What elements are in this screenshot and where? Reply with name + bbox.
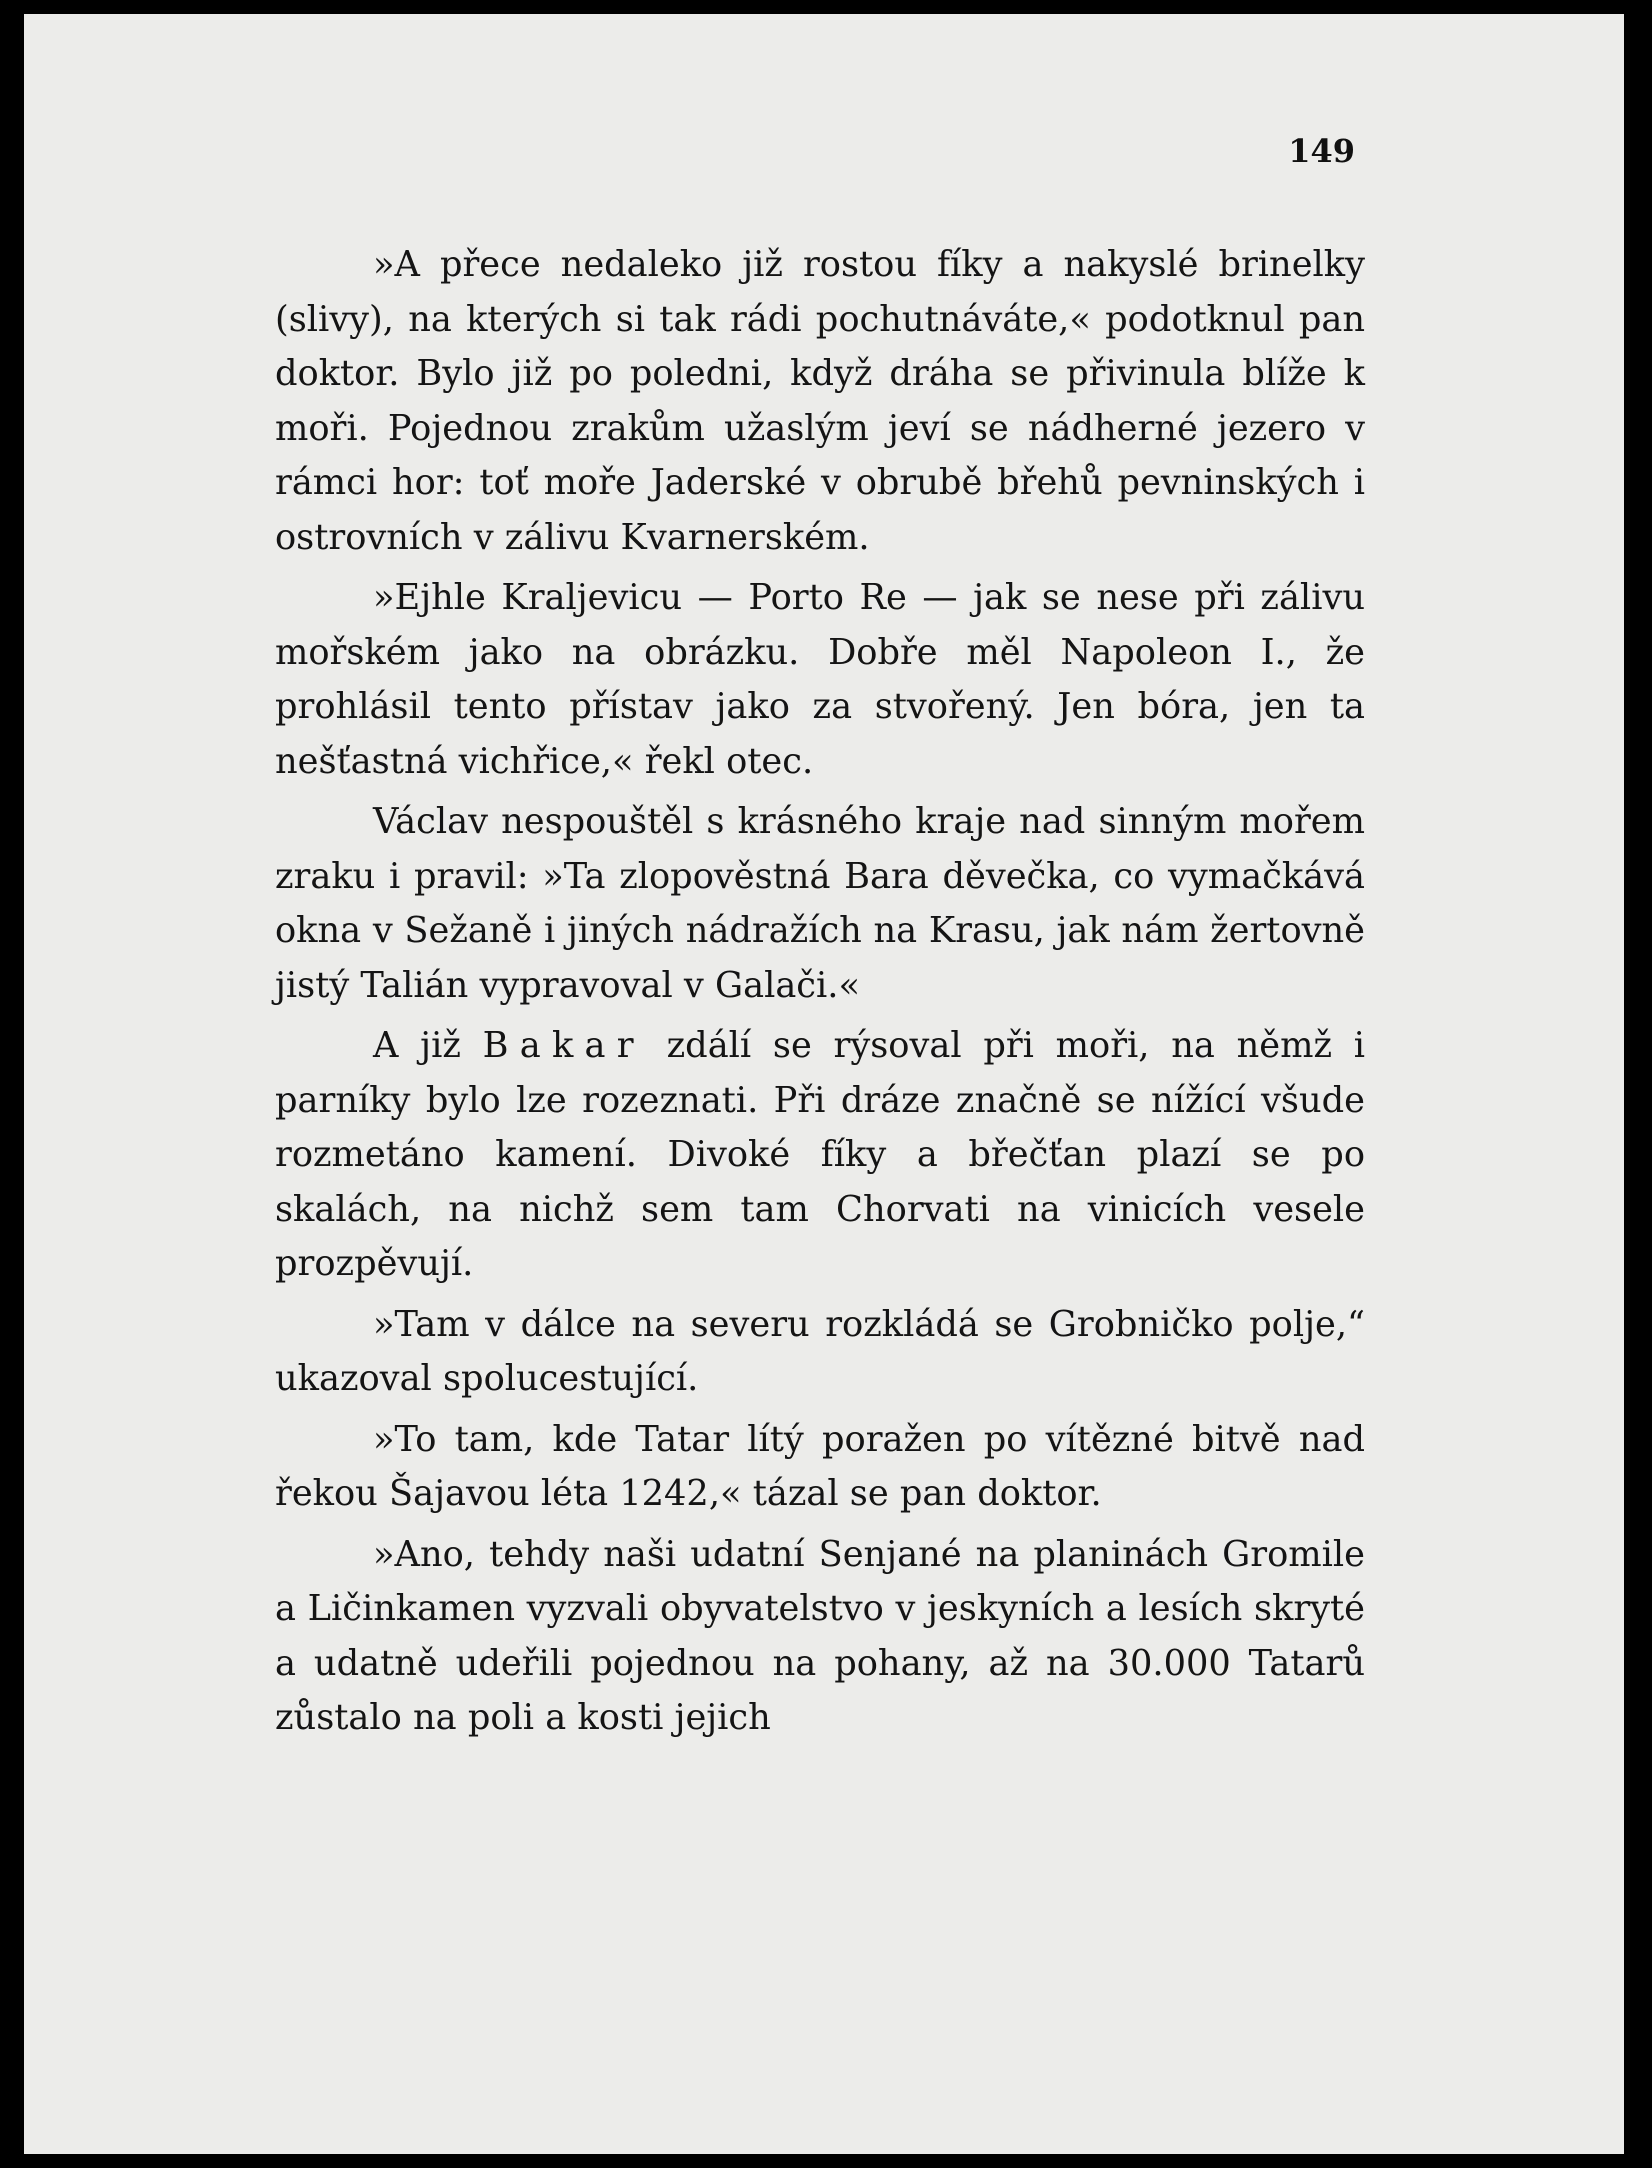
body-text <box>275 238 1365 1752</box>
emphasized-place-name: Bakar <box>482 1025 645 1066</box>
paragraph <box>275 1019 1365 1292</box>
paragraph-text: zdálí se rýsoval při moři, na němž i parníky bylo lze rozeznati. Při dráze značně se nížící všude rozmetáno kamení. Divoké fíky a břečťan plazí se po skalách, na nichž sem tam Chorvati na vinicích vesele prozpěvují. <box>275 1025 1366 1284</box>
paragraph-text: A již <box>373 1025 483 1066</box>
paragraph: »To tam, kde Tatar lítý poražen po vítězné bitvě nad řekou Šajavou léta 1242,« tázal se pan doktor. <box>275 1418 1365 1514</box>
paragraph: »Tam v dálce na severu rozkládá se Grobničko polje,“ ukazoval spolucestující. <box>275 1303 1365 1399</box>
book-page <box>24 14 1624 2154</box>
paragraph: »Ano, tehdy naši udatní Senjané na planinách Gromile a Ličinkamen vyzvali obyvatelstvo v jeskyních a lesích skryté a udatně udeřili pojednou na pohany, až na 30.000 Tatarů zůstalo na poli a kosti jejich <box>275 1533 1365 1738</box>
paragraph: »Ejhle Kraljevicu — Porto Re — jak se nese při zálivu mořském jako na obrázku. Dobře měl Napoleon I., že prohlásil tento přístav jako za stvořený. Jen bóra, jen ta nešťastná vichřice,« řekl otec. <box>275 577 1365 782</box>
page-number: 149 <box>1288 132 1355 170</box>
paragraph: Václav nespouštěl s krásného kraje nad sinným mořem zraku i pravil: »Ta zlopověstná Bara děvečka, co vymačkává okna v Sežaně i jiných nádražích na Krasu, jak nám žertovně jistý Talián vypravoval v Galači.« <box>275 801 1365 1006</box>
paragraph: »A přece nedaleko již rostou fíky a nakyslé brinelky (slivy), na kterých si tak rádi pochutnáváte,« podotknul pan doktor. Bylo již po poledni, když dráha se přivinula blíže k moři. Pojednou zrakům užaslým jeví se nádherné jezero v rámci hor: toť moře Jaderské v obrubě břehů pevninských i ostrovních v zálivu Kvarnerském. <box>275 244 1365 558</box>
